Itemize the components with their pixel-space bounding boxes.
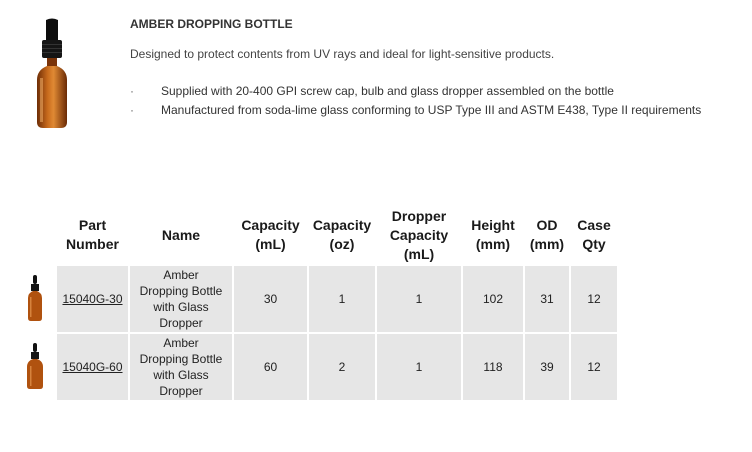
header-name: Name bbox=[161, 226, 201, 243]
bottle-thumbnail-icon bbox=[27, 275, 43, 321]
part-number-link[interactable]: 15040G-60 bbox=[62, 360, 123, 374]
row-thumbnail bbox=[15, 334, 55, 400]
thumb-header bbox=[15, 206, 55, 264]
part-number-cell bbox=[57, 334, 128, 400]
feature-text: Supplied with 20-400 GPI screw cap, bulb and glass dropper assembled on the bottle bbox=[161, 84, 614, 98]
header-od: OD (mm) bbox=[529, 217, 565, 252]
capacity-oz-cell: 2 bbox=[309, 334, 375, 400]
capacity-ml-cell: 30 bbox=[234, 266, 307, 332]
case-qty-cell: 12 bbox=[571, 266, 617, 332]
product-image bbox=[27, 18, 77, 130]
bullet-marker: · bbox=[130, 103, 134, 117]
capacity-ml-cell: 60 bbox=[234, 334, 307, 400]
header-dropper-capacity: Dropper Capacity (mL) bbox=[389, 207, 449, 262]
feature-item bbox=[130, 84, 701, 103]
product-table bbox=[13, 204, 619, 402]
height-cell: 118 bbox=[463, 334, 523, 400]
header-capacity-oz: Capacity (oz) bbox=[312, 217, 372, 252]
part-number-link[interactable]: 15040G-30 bbox=[62, 292, 123, 306]
od-cell: 39 bbox=[525, 334, 569, 400]
part-number-cell bbox=[57, 266, 128, 332]
header-case-qty: Case Qty bbox=[577, 217, 611, 252]
feature-list bbox=[130, 84, 701, 122]
header-capacity-ml: Capacity (mL) bbox=[241, 217, 300, 252]
dropper-capacity-cell: 1 bbox=[377, 266, 461, 332]
capacity-oz-cell: 1 bbox=[309, 266, 375, 332]
header-height: Height (mm) bbox=[471, 217, 515, 252]
product-description: Designed to protect contents from UV rays and ideal for light-sensitive products. bbox=[130, 47, 555, 61]
feature-text: Manufactured from soda-lime glass conforming to USP Type III and ASTM E438, Type II requirements bbox=[161, 103, 702, 117]
case-qty-cell: 12 bbox=[571, 334, 617, 400]
height-cell: 102 bbox=[463, 266, 523, 332]
header-part-number: Part Number bbox=[66, 217, 119, 252]
name-cell: Amber Dropping Bottle with Glass Dropper bbox=[130, 334, 232, 400]
dropper-capacity-cell: 1 bbox=[377, 334, 461, 400]
bottle-thumbnail-icon bbox=[27, 343, 43, 389]
row-thumbnail bbox=[15, 266, 55, 332]
table-row bbox=[15, 334, 617, 400]
product-title: AMBER DROPPING BOTTLE bbox=[130, 17, 293, 31]
bullet-marker: · bbox=[130, 84, 134, 98]
od-cell: 31 bbox=[525, 266, 569, 332]
name-cell: Amber Dropping Bottle with Glass Dropper bbox=[130, 266, 232, 332]
feature-item bbox=[130, 103, 701, 122]
table-header-row bbox=[15, 206, 617, 264]
table-row bbox=[15, 266, 617, 332]
